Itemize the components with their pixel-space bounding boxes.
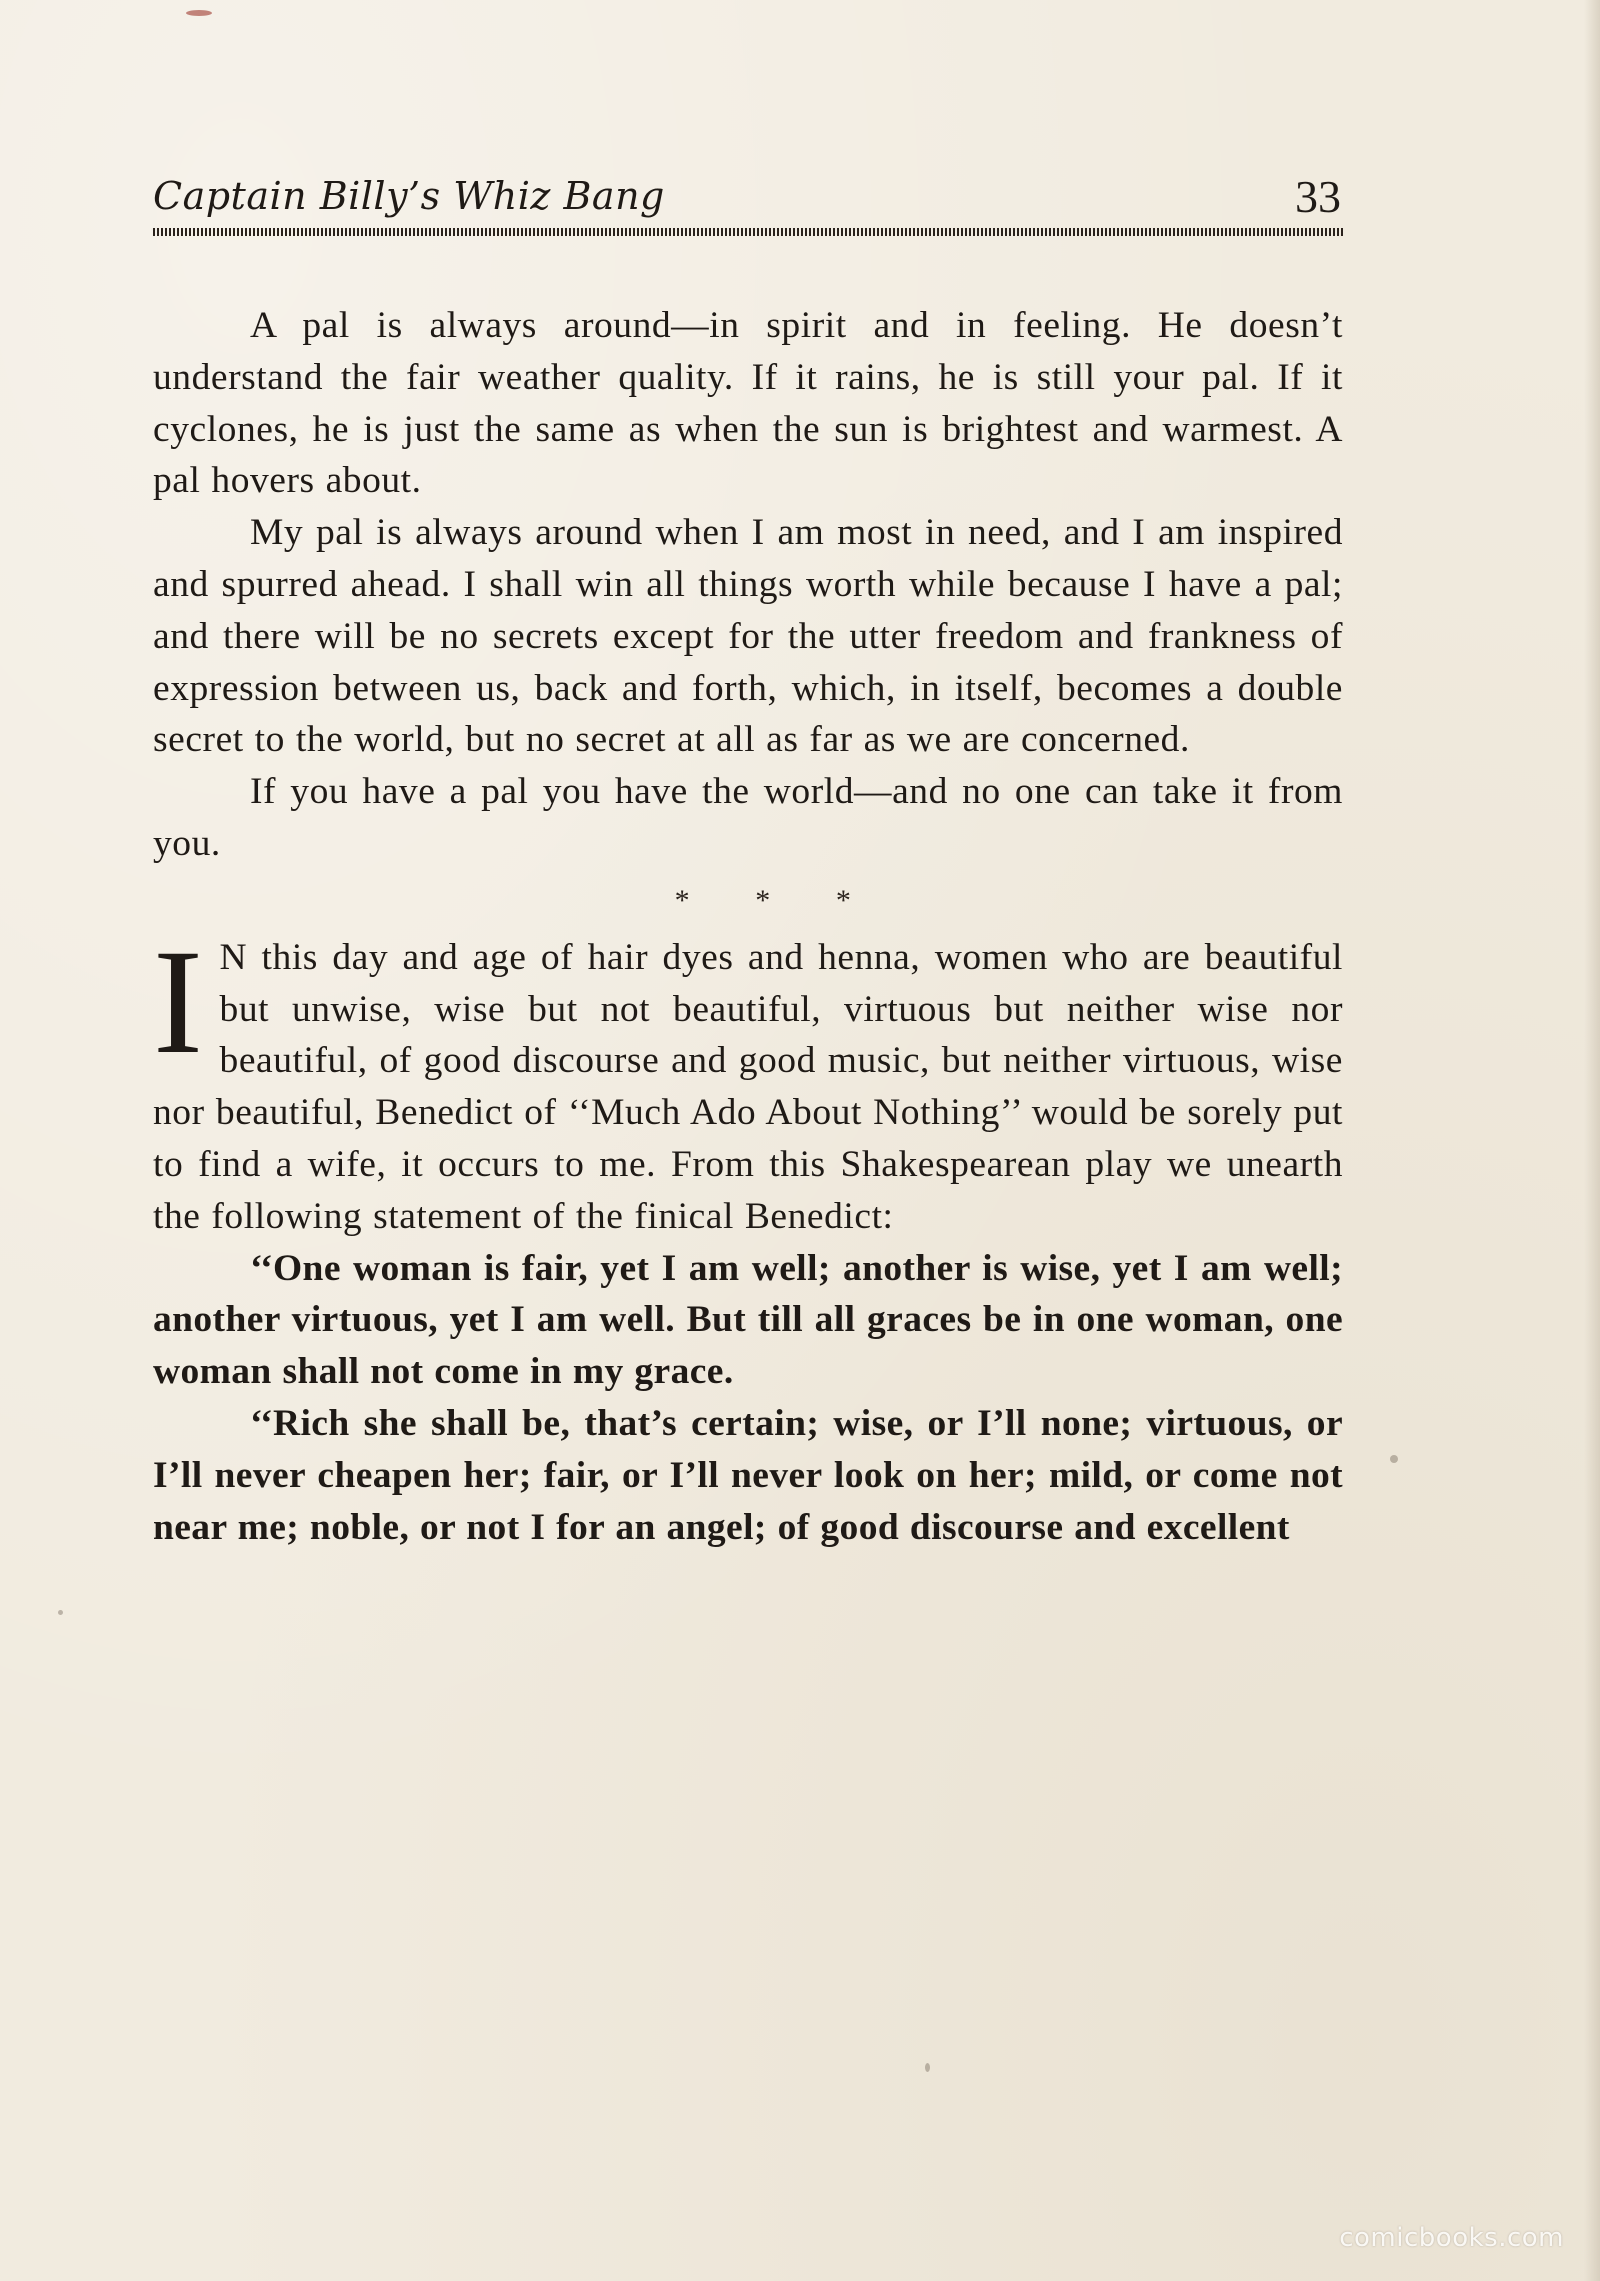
intro-text: N this day and age of hair dyes and henna, women who are beautiful but unwise, wise but not beautiful, virtuous but neither wise nor beautiful, of good discourse and good music, but neither virtuous, wise nor beautiful, Benedict of ‘‘Much Ado About Nothing’’ would be sorely put to find a wife, it occurs to me. From this Shakespearean play we unearth the following statement of the finical Benedict: [153, 936, 1343, 1237]
running-title: Captain Billy’s Whiz Bang [153, 174, 665, 218]
quote-rich-she-shall-be: ‘‘Rich she shall be, that’s certain; wise, or I’ll none; virtuous, or I’ll never cheapen her; fair, or I’ll never look on her; mild, or come not near me; noble, or not I for an angel; of good discourse and excellent [153, 1402, 1343, 1548]
paper-speck [58, 1610, 63, 1615]
separator-star: * [755, 883, 771, 917]
paper-speck [1390, 1455, 1398, 1463]
page-number: 33 [1295, 171, 1341, 222]
page-header [153, 168, 1343, 232]
ink-speck [186, 10, 212, 16]
section-separator [153, 870, 1343, 932]
body-text [153, 300, 1343, 1553]
paragraph-pal-around: A pal is always around—in spirit and in feeling. He doesn’t understand the fair weather quality. If it rains, he is still your pal. If it cyclones, he is just the same as when the sun is brightest and warmest. A pal hovers about. [153, 305, 1343, 502]
paper-speck [925, 2063, 930, 2072]
separator-star: * [835, 883, 852, 917]
watermark: comicbooks.com [1339, 2223, 1564, 2253]
paragraph-pal-world: If you have a pal you have the world—and no one can take it from you. [153, 771, 1343, 864]
drop-cap: I [153, 918, 204, 1085]
paragraph-benedict-intro [153, 918, 1343, 1243]
separator-star: * [674, 883, 691, 917]
paragraph-pal-need: My pal is always around when I am most in need, and I am inspired and spurred ahead. I shall win all things worth while because I have a pal; and there will be no secrets except for the utter freedom and frankness of expression between us, back and forth, which, in itself, becomes a double secret to the world, but no secret at all as far as we are concerned. [153, 512, 1343, 761]
header-rule [153, 228, 1343, 236]
page-edge-shadow [1584, 0, 1600, 2281]
quote-one-woman: ‘‘One woman is fair, yet I am well; another is wise, yet I am well; another virtuous, yet I am well. But till all graces be in one woman, one woman shall not come in my grace. [153, 1247, 1343, 1393]
